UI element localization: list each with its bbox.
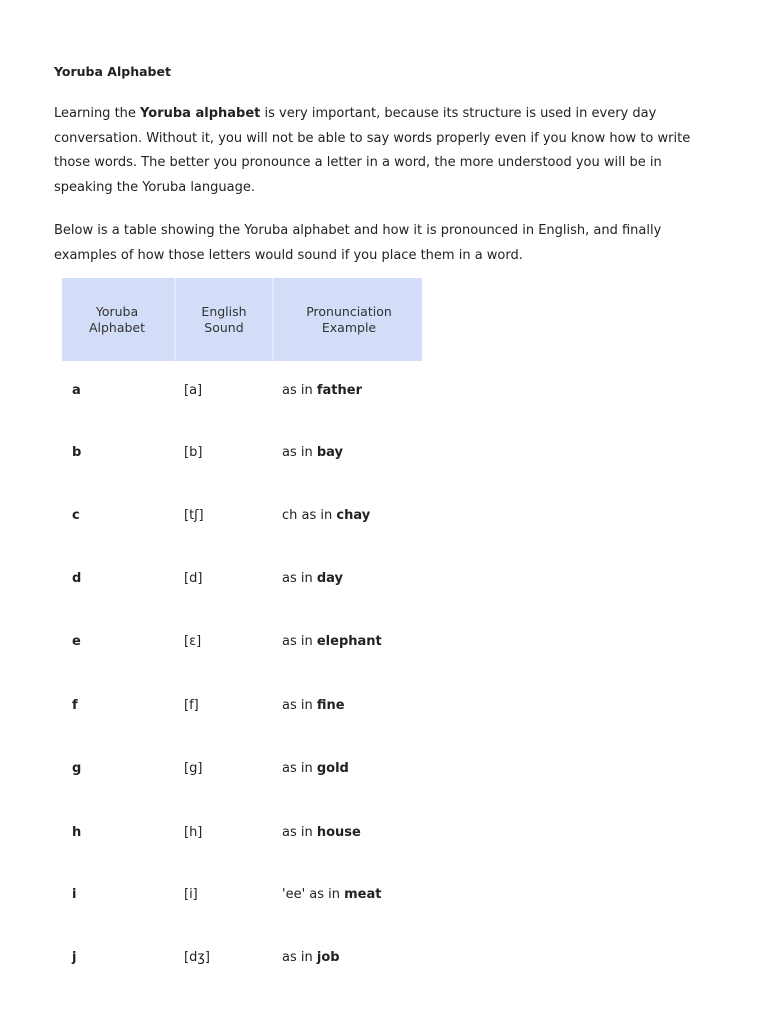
letter-cell: d	[72, 571, 82, 586]
example-cell	[282, 696, 345, 716]
intro-text-after: is very important, because its structure is used in every day conversation. Without it, you will not be able to say words properly even if you know how to write those words. The better you pronounce a letter in a word, the more understood you will be in speaking the Yoruba language.	[54, 106, 691, 195]
example-word: house	[316, 825, 361, 840]
intro-paragraph	[54, 102, 714, 200]
header-line: Pronunciation	[306, 303, 392, 319]
sound-cell: [h]	[184, 825, 203, 840]
header-line: Yoruba	[95, 303, 139, 319]
example-cell	[282, 506, 370, 526]
example-word: gold	[316, 761, 349, 776]
sound-cell: [b]	[184, 445, 203, 460]
intro-text-before: Learning the	[54, 106, 141, 121]
header-yoruba-alphabet	[62, 278, 172, 361]
example-prefix: as in	[282, 634, 317, 649]
header-line: Example	[321, 319, 377, 335]
letter-cell: e	[72, 634, 81, 649]
example-word: job	[316, 950, 340, 965]
sound-cell: [i]	[184, 887, 198, 902]
example-cell	[282, 381, 362, 401]
letter-cell: f	[72, 698, 78, 713]
letter-cell: j	[72, 950, 77, 965]
table-row	[62, 885, 422, 905]
example-cell	[282, 885, 382, 905]
example-word: elephant	[316, 634, 382, 649]
example-cell	[282, 569, 343, 589]
example-prefix: as in	[282, 698, 317, 713]
example-cell	[282, 632, 382, 652]
table-row	[62, 696, 422, 716]
sound-cell: [a]	[184, 383, 203, 398]
letter-cell: a	[72, 383, 81, 398]
table-row	[62, 759, 422, 779]
example-word: meat	[344, 887, 382, 902]
table-row	[62, 569, 422, 589]
letter-cell: c	[72, 508, 80, 523]
example-cell	[282, 759, 349, 779]
example-word: day	[316, 571, 344, 586]
example-prefix: as in	[282, 825, 317, 840]
example-word: fine	[316, 698, 345, 713]
table-description-paragraph: Below is a table showing the Yoruba alphabet and how it is pronounced in English, and finally examples of how those letters would sound if you place them in a word.	[54, 223, 662, 263]
header-line: Alphabet	[88, 319, 146, 335]
sound-cell: [d]	[184, 571, 203, 586]
example-cell	[282, 443, 343, 463]
example-cell	[282, 948, 340, 968]
table-row	[62, 381, 422, 401]
example-prefix: as in	[282, 950, 317, 965]
example-prefix: as in	[282, 383, 317, 398]
example-prefix: 'ee' as in	[282, 887, 345, 902]
alphabet-table	[62, 278, 422, 965]
sound-cell: [tʃ]	[184, 508, 204, 523]
sound-cell: [g]	[184, 761, 203, 776]
example-word: father	[316, 383, 362, 398]
table-row	[62, 506, 422, 526]
example-cell	[282, 823, 361, 843]
sound-cell: [ɛ]	[184, 634, 202, 649]
sound-cell: [dʒ]	[184, 950, 210, 965]
header-line: English	[201, 303, 247, 319]
table-header	[62, 278, 422, 361]
letter-cell: h	[72, 825, 82, 840]
header-line: Sound	[204, 319, 244, 335]
example-word: bay	[316, 445, 344, 460]
sound-cell: [f]	[184, 698, 199, 713]
example-word: chay	[336, 508, 371, 523]
table-row	[62, 823, 422, 843]
page-title: Yoruba Alphabet	[54, 64, 171, 79]
intro-text-bold: Yoruba alphabet	[140, 106, 261, 121]
table-row	[62, 443, 422, 463]
example-prefix: as in	[282, 761, 317, 776]
letter-cell: i	[72, 887, 77, 902]
example-prefix: as in	[282, 571, 317, 586]
header-pronunciation-example	[272, 278, 424, 361]
table-row	[62, 632, 422, 652]
letter-cell: b	[72, 445, 82, 460]
letter-cell: g	[72, 761, 82, 776]
header-english-sound	[174, 278, 272, 361]
table-row	[62, 948, 422, 968]
example-prefix: as in	[282, 445, 317, 460]
example-prefix: ch as in	[282, 508, 337, 523]
